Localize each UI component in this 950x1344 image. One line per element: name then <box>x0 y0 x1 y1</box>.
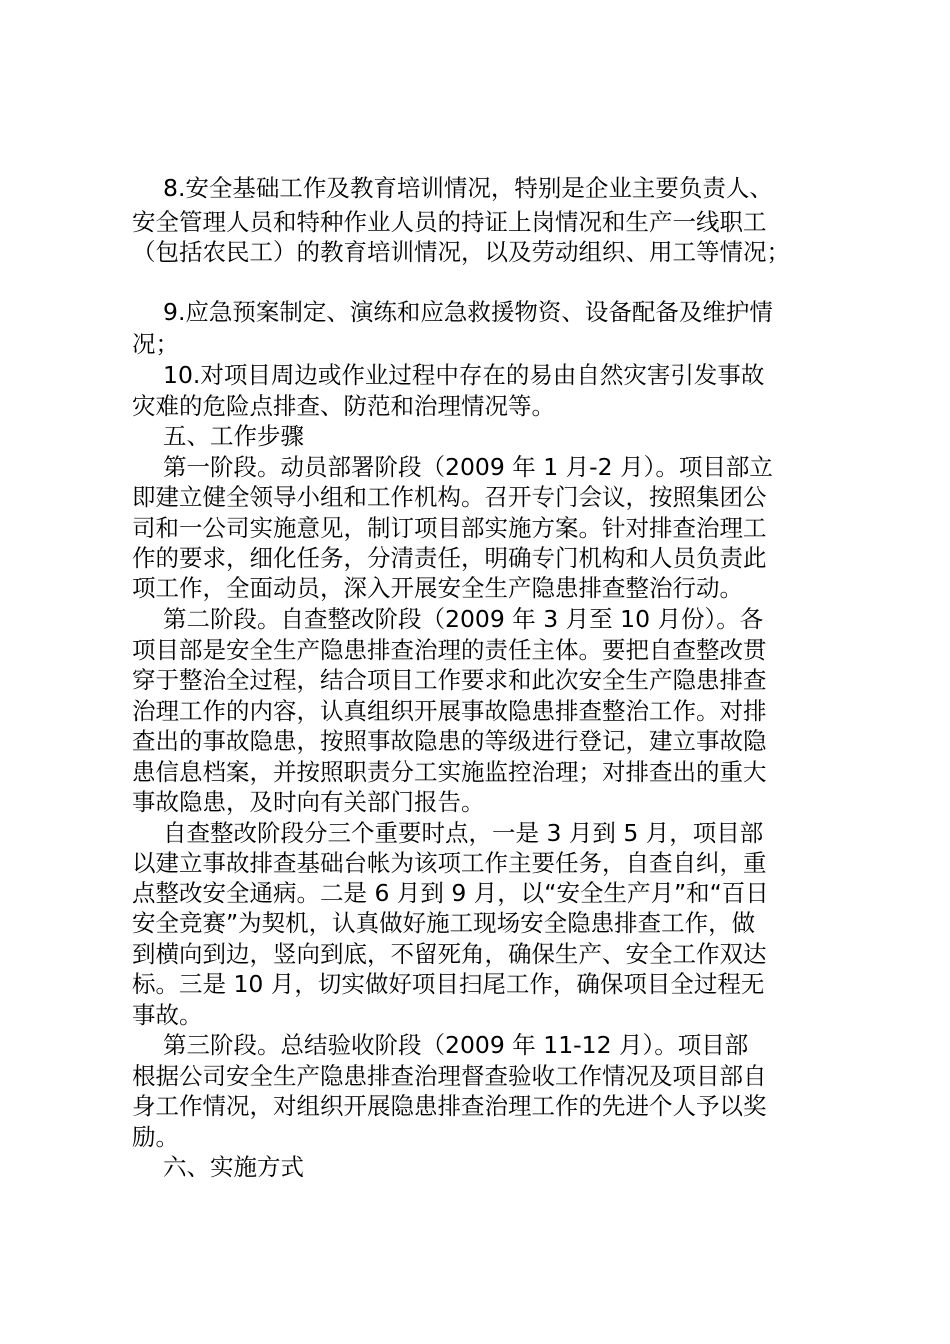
text-line: 9.应急预案制定、演练和应急救援物资、设备配备及维护情 <box>163 298 773 326</box>
text-line: 励。 <box>132 1123 179 1151</box>
section-heading: 五、工作步骤 <box>163 422 304 450</box>
text-line: 标。三是 10 月，切实做好项目扫尾工作，确保项目全过程无 <box>132 970 765 998</box>
text-line: 安全竞赛”为契机，认真做好施工现场安全隐患排查工作，做 <box>132 909 756 937</box>
text-line: 查出的事故隐患，按照事故隐患的等级进行登记，建立事故隐 <box>132 727 767 755</box>
text-line: 自查整改阶段分三个重要时点，一是 3 月到 5 月，项目部 <box>163 819 764 847</box>
text-line: 治理工作的内容，认真组织开展事故隐患排查整治工作。对排 <box>132 697 767 725</box>
text-line: 患信息档案，并按照职责分工实施监控治理；对排查出的重大 <box>132 758 767 786</box>
text-line: 点整改安全通病。二是 6 月到 9 月，以“安全生产月”和“百日 <box>132 879 769 907</box>
text-line: 事故隐患，及时向有关部门报告。 <box>132 788 485 816</box>
text-line: （包括农民工）的教育培训情况，以及劳动组织、用工等情况； <box>132 238 790 266</box>
text-line: 事故。 <box>132 1001 203 1029</box>
section-heading: 六、实施方式 <box>163 1153 304 1181</box>
text-line: 司和一公司实施意见，制订项目部实施方案。针对排查治理工 <box>132 514 767 542</box>
text-line: 第一阶段。动员部署阶段（2009 年 1 月-2 月）。项目部立 <box>163 453 773 481</box>
text-line: 况； <box>132 330 179 358</box>
text-line: 10.对项目周边或作业过程中存在的易由自然灾害引发事故 <box>163 361 765 389</box>
text-line: 8.安全基础工作及教育培训情况，特别是企业主要负责人、 <box>163 174 773 202</box>
text-line: 以建立事故排查基础台帐为该项工作主要任务，自查自纠，重 <box>132 849 767 877</box>
text-line: 第二阶段。自查整改阶段（2009 年 3 月至 10 月份）。各 <box>163 605 764 633</box>
text-line: 身工作情况，对组织开展隐患排查治理工作的先进个人予以奖 <box>132 1092 767 1120</box>
text-line: 项目部是安全生产隐患排查治理的责任主体。要把自查整改贯 <box>132 636 767 664</box>
text-line: 作的要求，细化任务，分清责任，明确专门机构和人员负责此 <box>132 544 767 572</box>
text-line: 灾难的危险点排查、防范和治理情况等。 <box>132 392 555 420</box>
text-line: 即建立健全领导小组和工作机构。召开专门会议，按照集团公 <box>132 483 767 511</box>
text-line: 安全管理人员和特种作业人员的持证上岗情况和生产一线职工 <box>132 208 767 236</box>
text-line: 第三阶段。总结验收阶段（2009 年 11-12 月）。项目部 <box>163 1031 749 1059</box>
text-line: 穿于整治全过程，结合项目工作要求和此次安全生产隐患排查 <box>132 666 767 694</box>
text-line: 根据公司安全生产隐患排查治理督查验收工作情况及项目部自 <box>132 1062 767 1090</box>
text-line: 项工作，全面动员，深入开展安全生产隐患排查整治行动。 <box>132 574 743 602</box>
text-line: 到横向到边，竖向到底，不留死角，确保生产、安全工作双达 <box>132 940 767 968</box>
